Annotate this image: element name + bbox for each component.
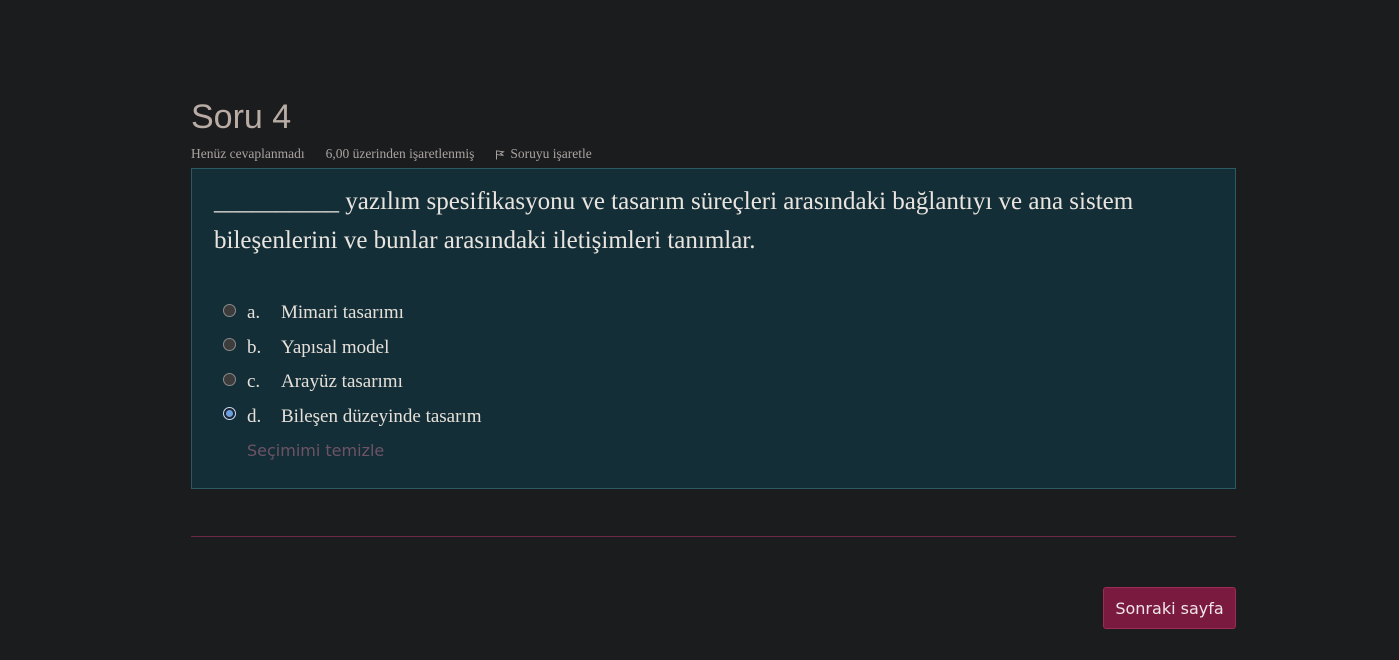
question-title: Soru 4 xyxy=(191,98,292,136)
answer-radio-c[interactable] xyxy=(223,373,236,386)
answer-letter: a. xyxy=(247,302,261,324)
flag-question-link[interactable] xyxy=(495,146,591,162)
clear-selection-link[interactable]: Seçimimi temizle xyxy=(247,441,385,460)
next-page-button[interactable]: Sonraki sayfa xyxy=(1103,587,1236,629)
question-info xyxy=(191,146,592,162)
answer-radio-a[interactable] xyxy=(223,304,236,317)
answer-label: Mimari tasarımı xyxy=(281,302,404,324)
answer-options xyxy=(223,296,482,434)
answer-letter: c. xyxy=(247,371,261,393)
answer-label: Yapısal model xyxy=(281,336,390,358)
answer-letter: b. xyxy=(247,336,262,358)
answer-option-c[interactable] xyxy=(223,365,482,400)
question-content xyxy=(191,168,1236,489)
answer-option-d[interactable] xyxy=(223,400,482,435)
answer-letter: d. xyxy=(247,405,262,427)
answer-radio-d[interactable] xyxy=(223,407,236,420)
answer-option-b[interactable] xyxy=(223,331,482,366)
question-text: __________ yazılım spesifikasyonu ve tasarım süreçleri arasındaki bağlantıyı ve ana sistem bileşenlerini ve bunlar arasındaki iletişimleri tanımlar. xyxy=(214,188,1134,254)
answer-label: Bileşen düzeyinde tasarım xyxy=(281,405,482,427)
answer-radio-b[interactable] xyxy=(223,338,236,351)
answer-option-a[interactable] xyxy=(223,296,482,331)
divider xyxy=(191,536,1236,537)
question-mark: 6,00 üzerinden işaretlenmiş xyxy=(325,146,475,161)
answer-label: Arayüz tasarımı xyxy=(281,371,403,393)
flag-icon xyxy=(495,149,505,160)
question-status: Henüz cevaplanmadı xyxy=(191,146,305,161)
flag-question-label: Soruyu işaretle xyxy=(510,146,592,161)
